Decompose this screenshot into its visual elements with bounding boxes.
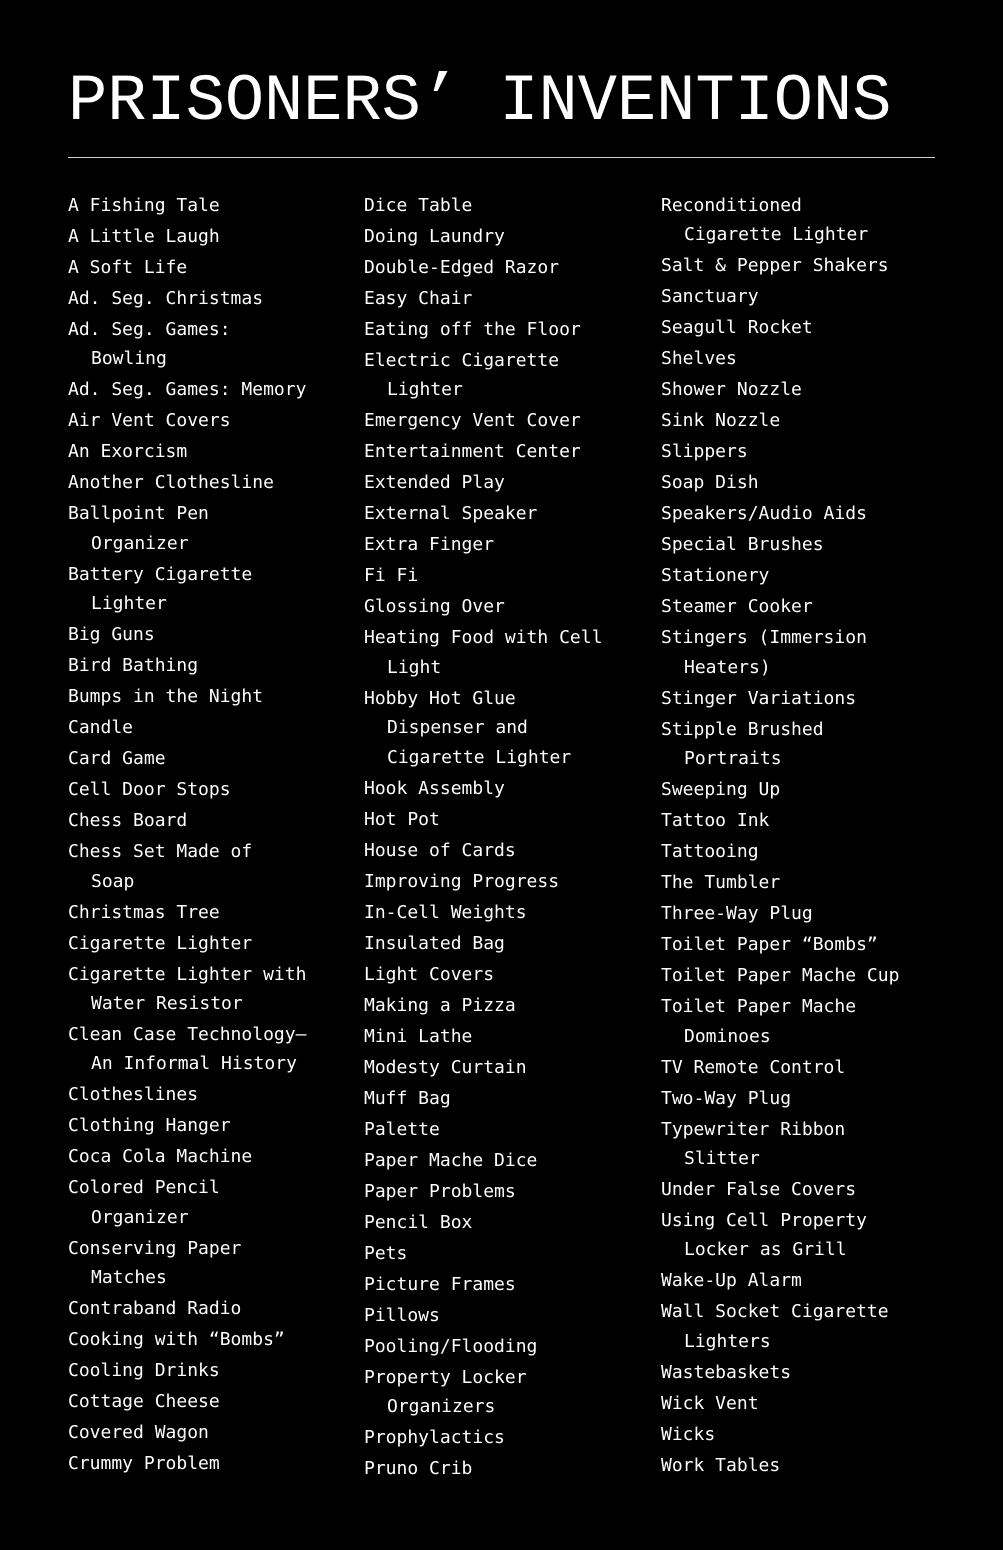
invention-item: Cigarette Lighter with Water Resistor: [68, 963, 307, 1015]
invention-item: Shelves: [661, 348, 737, 370]
invention-item: Tattooing: [661, 841, 759, 863]
invention-item: Covered Wagon: [68, 1422, 209, 1444]
invention-item: Paper Mache Dice: [364, 1149, 538, 1171]
invention-item: Light Covers: [364, 963, 495, 985]
invention-item: The Tumbler: [661, 872, 781, 894]
invention-item: Paper Problems: [364, 1180, 516, 1202]
invention-item: Easy Chair: [364, 288, 473, 309]
invention-item: Christmas Tree: [68, 901, 220, 923]
invention-item: Cooking with “Bombs”: [68, 1329, 285, 1351]
invention-item: Cell Door Stops: [68, 779, 231, 801]
invention-item: Making a Pizza: [364, 994, 516, 1016]
invention-item: Wastebaskets: [661, 1361, 792, 1383]
invention-item: Stinger Variations: [661, 687, 857, 709]
invention-item: Reconditioned Cigarette Lighter: [661, 195, 869, 246]
invention-item: Wicks: [661, 1423, 716, 1445]
invention-item: Big Guns: [68, 624, 155, 646]
invention-item: Speakers/Audio Aids: [661, 503, 867, 525]
invention-item: Two-Way Plug: [661, 1087, 792, 1109]
invention-item: Seagull Rocket: [661, 317, 813, 339]
invention-item: Stationery: [661, 565, 770, 587]
invention-item: Battery Cigarette Lighter: [68, 563, 253, 615]
invention-item: Sweeping Up: [661, 779, 781, 801]
invention-item: Sink Nozzle: [661, 410, 781, 432]
invention-item: Using Cell Property Locker as Grill: [661, 1210, 867, 1261]
invention-item: Cottage Cheese: [68, 1391, 220, 1413]
invention-item: Modesty Curtain: [364, 1056, 527, 1078]
invention-item: Dice Table: [364, 195, 473, 216]
invention-item: Colored Pencil Organizer: [68, 1177, 220, 1228]
invention-item: Work Tables: [661, 1454, 781, 1476]
invention-item: Steamer Cooker: [661, 596, 813, 618]
invention-item: Wake-Up Alarm: [661, 1270, 802, 1292]
invention-item: An Exorcism: [68, 441, 188, 463]
invention-item: Property Locker Organizers: [364, 1366, 527, 1418]
invention-item: Toilet Paper Mache Cup: [661, 965, 900, 987]
invention-item: Salt & Pepper Shakers: [661, 255, 889, 277]
invention-item: A Little Laugh: [68, 226, 220, 247]
invention-item: Extra Finger: [364, 534, 495, 556]
invention-item: Extended Play: [364, 472, 505, 494]
invention-item: A Soft Life: [68, 257, 188, 278]
invention-item: Heating Food with Cell Light: [364, 627, 603, 678]
invention-item: Hot Pot: [364, 808, 440, 830]
inventions-column-1: [68, 191, 353, 1480]
invention-item: Fi Fi: [364, 565, 419, 587]
invention-item: Chess Board: [68, 810, 188, 832]
invention-item: Electric Cigarette Lighter: [364, 350, 560, 401]
invention-item: Pencil Box: [364, 1211, 473, 1233]
invention-item: Pillows: [364, 1304, 440, 1326]
invention-item: Pets: [364, 1242, 408, 1264]
invention-item: Wick Vent: [661, 1392, 759, 1414]
invention-item: Slippers: [661, 441, 748, 463]
invention-item: Picture Frames: [364, 1273, 516, 1295]
invention-item: Emergency Vent Cover: [364, 410, 581, 432]
invention-item: Candle: [68, 717, 134, 739]
invention-item: Pruno Crib: [364, 1458, 473, 1480]
invention-item: Glossing Over: [364, 596, 505, 618]
invention-item: Chess Set Made of Soap: [68, 841, 253, 892]
invention-item: Special Brushes: [661, 534, 824, 556]
invention-item: House of Cards: [364, 839, 516, 861]
invention-item: In-Cell Weights: [364, 901, 527, 923]
invention-item: Mini Lathe: [364, 1025, 473, 1047]
invention-item: Wall Socket Cigarette Lighters: [661, 1301, 889, 1352]
invention-item: Palette: [364, 1118, 440, 1140]
invention-item: A Fishing Tale: [68, 195, 220, 216]
invention-item: Prophylactics: [364, 1427, 505, 1449]
inventions-column-2: [364, 191, 649, 1485]
invention-item: Muff Bag: [364, 1087, 451, 1109]
invention-item: TV Remote Control: [661, 1056, 846, 1078]
invention-item: Conserving Paper Matches: [68, 1237, 242, 1289]
invention-item: Pooling/Flooding: [364, 1335, 538, 1357]
invention-item: Three-Way Plug: [661, 903, 813, 925]
invention-item: Bird Bathing: [68, 655, 199, 677]
invention-item: Improving Progress: [364, 870, 560, 892]
invention-item: Hook Assembly: [364, 777, 505, 799]
invention-item: Doing Laundry: [364, 226, 505, 247]
invention-item: Entertainment Center: [364, 441, 581, 463]
invention-item: Ad. Seg. Games: Bowling: [68, 319, 231, 370]
invention-item: Double-Edged Razor: [364, 257, 560, 278]
invention-item: Eating off the Floor: [364, 319, 581, 340]
invention-item: Sanctuary: [661, 286, 759, 308]
invention-item: Stipple Brushed Portraits: [661, 718, 824, 770]
invention-item: Cooling Drinks: [68, 1360, 220, 1382]
invention-item: Ad. Seg. Games: Memory: [68, 379, 307, 401]
invention-item: Bumps in the Night: [68, 686, 264, 708]
invention-item: Soap Dish: [661, 472, 759, 494]
invention-item: Typewriter Ribbon Slitter: [661, 1118, 846, 1170]
invention-item: Card Game: [68, 748, 166, 770]
invention-item: Clotheslines: [68, 1084, 199, 1106]
invention-item: Contraband Radio: [68, 1298, 242, 1320]
invention-item: Ad. Seg. Christmas: [68, 288, 264, 309]
invention-item: Cigarette Lighter: [68, 932, 253, 954]
invention-item: Under False Covers: [661, 1179, 857, 1201]
page-title: PRISONERS’ INVENTIONS: [68, 64, 892, 139]
invention-item: Hobby Hot Glue Dispenser and Cigarette Lighter: [364, 687, 572, 768]
invention-item: Toilet Paper “Bombs”: [661, 934, 878, 956]
inventions-column-3: [661, 191, 961, 1482]
invention-item: Ballpoint Pen Organizer: [68, 503, 209, 554]
invention-item: Another Clothesline: [68, 472, 274, 494]
invention-item: External Speaker: [364, 503, 538, 525]
title-divider: [68, 157, 935, 158]
invention-item: Crummy Problem: [68, 1453, 220, 1475]
invention-item: Clothing Hanger: [68, 1115, 231, 1137]
invention-item: Coca Cola Machine: [68, 1146, 253, 1168]
invention-item: Stingers (Immersion Heaters): [661, 627, 867, 678]
invention-item: Air Vent Covers: [68, 410, 231, 432]
invention-item: Tattoo Ink: [661, 810, 770, 832]
invention-item: Insulated Bag: [364, 932, 505, 954]
invention-item: Shower Nozzle: [661, 379, 802, 401]
invention-item: Toilet Paper Mache Dominoes: [661, 996, 857, 1047]
invention-item: Clean Case Technology— An Informal History: [68, 1024, 307, 1075]
